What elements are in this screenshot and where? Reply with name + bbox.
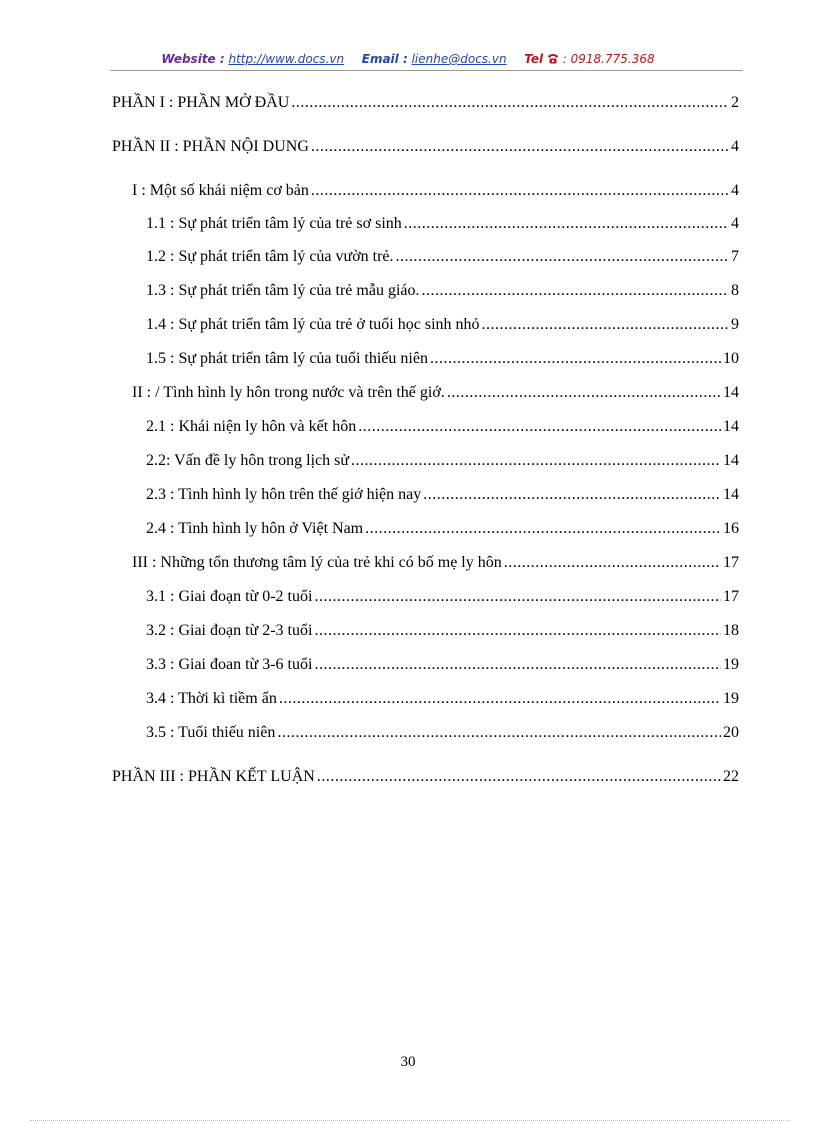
toc-entry[interactable] (146, 245, 739, 269)
toc-entry-title: 3.1 : Giai đoạn từ 0-2 tuổi (146, 588, 313, 605)
toc-leader-dots (317, 765, 721, 789)
toc-entry-title: 3.4 : Thời kì tiềm ẩn (146, 690, 277, 707)
toc-leader-dots (423, 483, 721, 507)
toc-entry-page: 22 (723, 768, 739, 785)
toc-entry-page: 14 (723, 452, 739, 469)
toc-entry[interactable] (146, 517, 739, 541)
toc-entry[interactable] (132, 381, 739, 405)
toc-entry-title: PHẦN III : PHẦN KẾT LUẬN (112, 768, 315, 785)
tel-label: Tel (524, 52, 544, 66)
toc-leader-dots (396, 245, 729, 269)
toc-entry-page: 4 (731, 215, 739, 232)
toc-entry-title: II : / Tình hình ly hôn trong nước và trên thế giớ. (132, 384, 445, 401)
toc-leader-dots (358, 415, 721, 439)
toc-entry[interactable] (132, 179, 739, 203)
toc-entry-page: 17 (723, 588, 739, 605)
toc-entry[interactable] (146, 687, 739, 711)
toc-entry[interactable] (146, 279, 739, 303)
toc-entry-title: I : Một số khái niệm cơ bản (132, 182, 309, 199)
toc-entry[interactable] (132, 551, 739, 575)
toc-entry-title: PHẦN I : PHẦN MỞ ĐẦU (112, 94, 290, 111)
toc-entry-title: 3.3 : Giai đoan từ 3-6 tuổi (146, 656, 313, 673)
toc-entry-page: 10 (723, 350, 739, 367)
website-link[interactable]: http://www.docs.vn (228, 52, 345, 66)
toc-leader-dots (314, 653, 721, 677)
toc-entry-title: 1.4 : Sự phát triển tâm lý của trẻ ở tuổi học sinh nhỏ (146, 316, 480, 333)
email-separator: : (398, 52, 408, 66)
toc-entry-page: 19 (723, 656, 739, 673)
page-header (0, 51, 816, 67)
toc-leader-dots (279, 687, 721, 711)
toc-entry[interactable] (146, 653, 739, 677)
toc-entry-page: 18 (723, 622, 739, 639)
toc-entry[interactable] (112, 135, 739, 159)
toc-leader-dots (482, 313, 729, 337)
toc-leader-dots (314, 619, 721, 643)
toc-leader-dots (365, 517, 721, 541)
page-number: 30 (400, 1054, 416, 1070)
toc-entry[interactable] (146, 619, 739, 643)
toc-entry[interactable] (112, 91, 739, 115)
toc-leader-dots (311, 179, 729, 203)
toc-leader-dots (422, 279, 730, 303)
website-label: Website : (161, 52, 225, 66)
toc-leader-dots (314, 585, 721, 609)
footer-divider (30, 1120, 790, 1121)
toc-entry-page: 17 (723, 554, 739, 571)
toc-entry-page: 4 (731, 138, 739, 155)
toc-entry[interactable] (146, 483, 739, 507)
toc-entry-title: 1.3 : Sự phát triển tâm lý của trẻ mẫu giáo. (146, 282, 420, 299)
toc-entry-title: 2.2: Vấn đề ly hôn trong lịch sử (146, 452, 350, 469)
toc-entry-page: 4 (731, 182, 739, 199)
toc-entry-title: 3.2 : Giai đoạn từ 2-3 tuổi (146, 622, 313, 639)
toc-entry[interactable] (146, 415, 739, 439)
toc-entry-page: 2 (731, 94, 739, 111)
toc-entry[interactable] (146, 212, 739, 236)
email-label: Email (361, 52, 399, 66)
toc-leader-dots (430, 347, 721, 371)
toc-entry-page: 14 (723, 486, 739, 503)
toc-entry[interactable] (112, 765, 739, 789)
toc-entry-page: 14 (723, 418, 739, 435)
toc-entry-title: 1.2 : Sự phát triển tâm lý của vườn trẻ. (146, 248, 394, 265)
toc-leader-dots (311, 135, 729, 159)
toc-entry-title: 2.1 : Khái niện ly hôn và kết hôn (146, 418, 357, 435)
toc-entry-title: PHẦN II : PHẦN NỘI DUNG (112, 138, 309, 155)
toc-entry-page: 8 (731, 282, 739, 299)
toc-entry-page: 9 (731, 316, 739, 333)
email-link[interactable]: lienhe@docs.vn (411, 52, 507, 66)
toc-entry-title: 2.3 : Tình hình ly hôn trên thế giớ hiện nay (146, 486, 422, 503)
toc-entry-title: 3.5 : Tuổi thiếu niên (146, 724, 276, 741)
toc-entry[interactable] (146, 449, 739, 473)
toc-entry[interactable] (146, 347, 739, 371)
toc-entry-title: 2.4 : Tình hình ly hôn ở Việt Nam (146, 520, 364, 537)
toc-leader-dots (447, 381, 721, 405)
toc-entry[interactable] (146, 585, 739, 609)
toc-entry-title: 1.5 : Sự phát triển tâm lý của tuổi thiếu niên (146, 350, 428, 367)
toc-entry-page: 7 (731, 248, 739, 265)
toc-entry[interactable] (146, 313, 739, 337)
toc-entry-page: 16 (723, 520, 739, 537)
header-divider (110, 70, 743, 71)
toc-entry-title: 1.1 : Sự phát triển tâm lý của trẻ sơ sinh (146, 215, 402, 232)
toc-entry-page: 14 (723, 384, 739, 401)
toc-entry-page: 20 (723, 724, 739, 741)
toc-leader-dots (351, 449, 721, 473)
phone-icon (547, 53, 559, 64)
tel-number: : 0918.775.368 (562, 52, 655, 66)
toc-leader-dots (404, 212, 729, 236)
toc-entry[interactable] (146, 721, 739, 745)
toc-entry-page: 19 (723, 690, 739, 707)
toc-leader-dots (277, 721, 721, 745)
toc-entry-title: III : Những tổn thương tâm lý của trẻ khi có bố mẹ ly hôn (132, 554, 502, 571)
toc-leader-dots (291, 91, 729, 115)
toc-leader-dots (504, 551, 721, 575)
